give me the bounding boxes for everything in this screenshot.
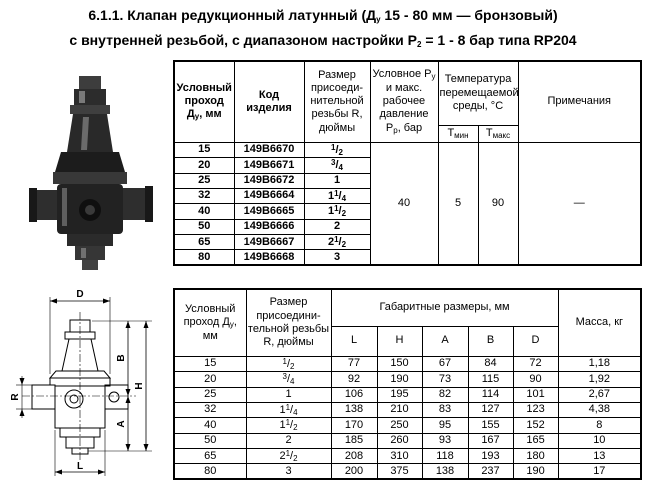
thread-size-cell: $^3$/4 [304,158,370,174]
dim-a-cell: 118 [422,448,468,464]
thread-size-cell: $2^1/2$ [246,448,331,464]
dim-d-cell: 72 [513,356,558,372]
title-line-1: 6.1.1. Клапан редукционный латунный (Ду 15 - 80 мм — бронзовый) [88,7,558,24]
dim-label-a: A [116,420,127,428]
dim-b-cell: 84 [468,356,513,372]
dim-a-cell: 73 [422,372,468,388]
dim-label-d: D [76,289,84,300]
thread-size-cell: $1^1/4$ [246,402,331,418]
tmin-cell: 5 [438,142,478,265]
col-header-dimensions-group: Габаритные размеры, мм [331,289,558,326]
dim-b-cell: 127 [468,402,513,418]
dim-b-cell: 115 [468,372,513,388]
col-header-mass: Масса, кг [558,289,641,356]
tmax-cell: 90 [478,142,518,265]
dim-b-cell: 114 [468,387,513,402]
dn-cell: 15 [174,142,234,158]
dim-l-cell: 77 [331,356,377,372]
dim-h-cell: 210 [377,402,422,418]
thread-size-cell: 1 [246,387,331,402]
col-header-code: Код изделия [234,61,304,142]
thread-size-cell: $^1$/2 [304,142,370,158]
col-header-dim-b: B [468,326,513,356]
dim-d-cell: 152 [513,418,558,434]
thread-size-cell: 1 [304,173,370,188]
col-header-dn: Условный проход Ду, мм [174,61,234,142]
col-header-dn: Условный проход Ду, мм [174,289,246,356]
code-cell: 149B6667 [234,234,304,250]
col-header-notes: Примечания [518,61,641,142]
dim-h-cell: 150 [377,356,422,372]
mass-cell: 1,92 [558,372,641,388]
code-cell: 149B6664 [234,188,304,204]
dn-cell: 25 [174,387,246,402]
dn-cell: 65 [174,234,234,250]
dim-b-cell: 237 [468,464,513,479]
thread-size-cell: $1^1/4$ [304,188,370,204]
dn-cell: 25 [174,173,234,188]
thread-size-cell: 3 [304,250,370,265]
dim-h-cell: 310 [377,448,422,464]
dimensions-table-row [174,387,641,402]
dimensions-table-row [174,433,641,448]
dim-h-cell: 190 [377,372,422,388]
dim-b-cell: 155 [468,418,513,434]
dimension-drawing-image [8,288,163,496]
dim-h-cell: 250 [377,418,422,434]
col-header-tmax: Тмакс [478,125,518,142]
spec-table-body [174,142,641,265]
dim-l-cell: 208 [331,448,377,464]
col-header-pressure: Условное Ру и макс. рабочее давление Рр, бар [370,61,438,142]
dim-a-cell: 83 [422,402,468,418]
page-title [0,5,646,55]
dim-a-cell: 138 [422,464,468,479]
dim-b-cell: 167 [468,433,513,448]
dim-d-cell: 190 [513,464,558,479]
notes-cell: — [518,142,641,265]
dim-a-cell: 93 [422,433,468,448]
title-line-2: с внутренней резьбой, с диапазоном настройки Р2 = 1 - 8 бар типа RP204 [69,32,577,49]
dim-d-cell: 90 [513,372,558,388]
thread-size-cell: $1^1/2$ [246,418,331,434]
code-cell: 149B6668 [234,250,304,265]
thread-size-cell: $2^1/2$ [304,234,370,250]
dim-d-cell: 180 [513,448,558,464]
col-header-temperature: Температура перемещаемой среды, °С [438,61,518,125]
thread-size-cell: 2 [246,433,331,448]
mass-cell: 4,38 [558,402,641,418]
thread-size-cell: 2 [304,219,370,234]
dn-cell: 20 [174,372,246,388]
col-header-dim-a: A [422,326,468,356]
dn-cell: 40 [174,418,246,434]
dimensions-table-row [174,402,641,418]
dimensions-table-body [174,356,641,479]
dimension-drawing [8,288,163,496]
dim-a-cell: 95 [422,418,468,434]
mass-cell: 17 [558,464,641,479]
dim-label-h: H [134,382,145,390]
thread-size-cell: $^3$/4 [246,372,331,388]
dim-h-cell: 195 [377,387,422,402]
dn-cell: 15 [174,356,246,372]
dim-l-cell: 170 [331,418,377,434]
dim-h-cell: 260 [377,433,422,448]
dn-cell: 32 [174,188,234,204]
code-cell: 149B6665 [234,204,304,220]
col-header-dim-h: H [377,326,422,356]
dn-cell: 40 [174,204,234,220]
pressure-cell: 40 [370,142,438,265]
dim-l-cell: 138 [331,402,377,418]
dim-d-cell: 101 [513,387,558,402]
mass-cell: 8 [558,418,641,434]
col-header-thread: Размер присоединительной резьбы R, дюймы [246,289,331,356]
code-cell: 149B6672 [234,173,304,188]
mass-cell: 1,18 [558,356,641,372]
valve-photo-image [26,60,158,278]
thread-size-cell: $^1$/2 [246,356,331,372]
dimensions-table [173,288,642,480]
dim-label-r: R [10,393,21,401]
dim-l-cell: 106 [331,387,377,402]
dim-label-l: L [76,461,84,472]
dn-cell: 32 [174,402,246,418]
dim-a-cell: 67 [422,356,468,372]
spec-table [173,60,642,266]
dim-l-cell: 185 [331,433,377,448]
code-cell: 149B6666 [234,219,304,234]
code-cell: 149B6670 [234,142,304,158]
dn-cell: 80 [174,250,234,265]
dn-cell: 65 [174,448,246,464]
dim-d-cell: 165 [513,433,558,448]
col-header-thread: Размер присоединительной резьбы R, дюймы [304,61,370,142]
dimensions-table-row [174,448,641,464]
mass-cell: 10 [558,433,641,448]
code-cell: 149B6671 [234,158,304,174]
dimensions-table-row [174,418,641,434]
col-header-tmin: Тмин [438,125,478,142]
dim-label-b: B [116,354,127,362]
dim-a-cell: 82 [422,387,468,402]
thread-size-cell: 3 [246,464,331,479]
mass-cell: 2,67 [558,387,641,402]
col-header-dim-d: D [513,326,558,356]
dim-b-cell: 193 [468,448,513,464]
dim-l-cell: 92 [331,372,377,388]
dim-h-cell: 375 [377,464,422,479]
dn-cell: 80 [174,464,246,479]
dim-d-cell: 123 [513,402,558,418]
dim-l-cell: 200 [331,464,377,479]
dimensions-table-row [174,464,641,479]
dimensions-table-row [174,372,641,388]
spec-table-row [174,142,641,158]
thread-size-cell: $1^1/2$ [304,204,370,220]
col-header-dim-l: L [331,326,377,356]
dimensions-table-row [174,356,641,372]
dn-cell: 50 [174,433,246,448]
mass-cell: 13 [558,448,641,464]
valve-photo [26,60,158,278]
dn-cell: 20 [174,158,234,174]
dn-cell: 50 [174,219,234,234]
